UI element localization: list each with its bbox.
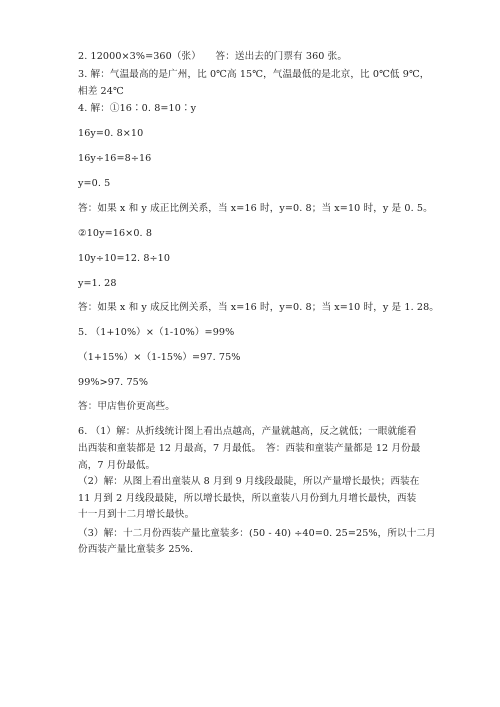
answer-4-part-2-step-1: 10y÷10=12. 8÷10 [78,253,171,264]
answer-5-step-2: （1+15%）×（1-15%）=97. 75% [78,352,241,363]
answer-2-line: 2. 12000×3%=360（张） 答：送出去的门票有 360 张。 [78,51,348,62]
answer-6-2-line-3: 十一月到十二月增长最快。 [78,509,195,520]
answer-4-conclusion-2: 答：如果 x 和 y 成反比例关系，当 x=16 时，y=0. 8；当 x=10 时，y 是 1. 28。 [78,302,440,313]
answer-4-step-1: 16y=0. 8×10 [78,128,144,139]
answer-5-step-1: 5. （1+10%）×（1-10%）=99% [78,327,235,338]
answer-4-step-3: y=0. 5 [78,178,111,189]
answer-4-part-2: ②10y=16×0. 8 [78,228,153,239]
answer-6-1-line-3: 高，7 月份最低。 [78,460,156,471]
answer-4-proportion: 4. 解：①16∶0. 8=10∶y [78,103,197,114]
answer-6-1-line-1: 6. （1）解：从折线统计图上看出点越高，产量就越高，反之就低；一眼就能看 [78,426,417,437]
answer-4-part-2-step-2: y=1. 28 [78,278,117,289]
answer-3-line-2: 相差 24℃ [78,86,124,97]
answer-4-conclusion-1: 答：如果 x 和 y 成正比例关系，当 x=16 时，y=0. 8；当 x=10 时，y 是 0. 5。 [78,203,433,214]
answer-6-2-line-2: 11 月到 2 月线段最陡，所以增长最快，所以童装八月份到九月增长最快，西装 [78,493,417,504]
answer-4-step-2: 16y÷16=8÷16 [78,153,152,164]
answer-6-3-line-2: 份西装产量比童装多 25%. [78,544,194,555]
answer-6-3-line-1: （3）解：十二月份西装产量比童装多：(50 - 40) ÷40=0. 25=25%，所以十二月 [78,528,436,539]
answer-5-conclusion: 答：甲店售价更高些。 [78,401,175,412]
answer-5-compare: 99%>97. 75% [78,377,149,388]
answer-6-2-line-1: （2）解：从图上看出童装从 8 月到 9 月线段最陡，所以产量增长最快；西装在 [78,476,420,487]
answer-6-1-line-2: 出西装和童装都是 12 月最高，7 月最低。 答：西装和童装产量都是 12 月份最 [78,443,421,454]
answer-3-line-1: 3. 解：气温最高的是广州，比 0℃高 15℃，气温最低的是北京，比 0℃低 9℃， [78,69,430,80]
